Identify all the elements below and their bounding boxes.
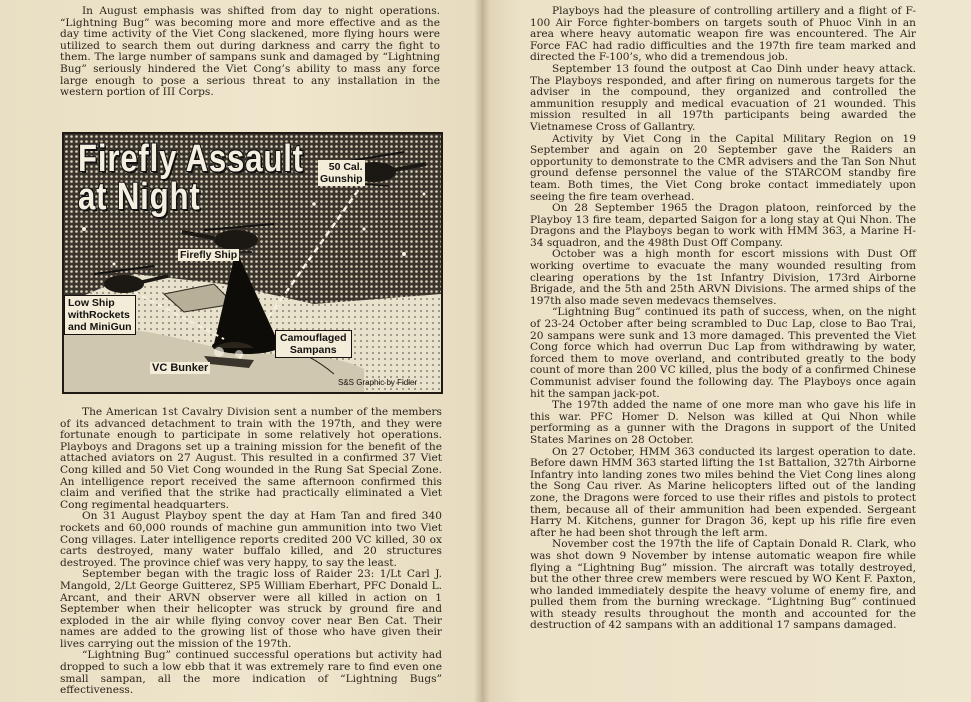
paragraph: Playboys had the pleasure of controlling artillery and a flight of F-100 Air Force fighter-bombers on targets south of Phuoc Vinh in an area where heavy automatic weapon fire was encountered. The Air Force FAC had radio difficulties and the 197th fire team marked and directed the F-100’s, who did a tremendous job.: [530, 5, 916, 64]
paragraph: September 13 found the outpost at Cao Dinh under heavy attack. The Playboys responded, and after firing on numerous targets for the adviser in the compound, they organized and controlled the ammunition resupply and medical evacuation of 21 wounded. This mission resulted in all 197th participants being awarded the Vietnamese Cross of Gallantry.: [530, 62, 916, 133]
paragraph: On 31 August Playboy spent the day at Ham Tan and fired 340 rockets and 60,000 rounds of machine gun ammunition into two Viet Cong villages. Later intelligence reports credited 200 VC killed, 30 ox carts destroyed, many water buffalo killed, and 20 structures destroyed. The province chief was very happy, to say the least.: [60, 510, 442, 569]
firefly-assault-graphic: [62, 132, 443, 394]
label-low-ship-line-3: and MiniGun: [68, 321, 132, 333]
paragraph: On 28 September 1965 the Dragon platoon, reinforced by the Playboy 13 fire team, departed Saigon for a long stay at Qui Nhon. The Dragons and the Playboys began to work with HMM 363, a Marine H-34 squadron, and the 498th Dust Off Company.: [530, 202, 916, 249]
paragraph: The 197th added the name of one more man who gave his life in this war. PFC Homer D. Nelson was killed at Qui Nhon while performing as a gunner with the Dragons in support of the United States Marines on 28 October.: [530, 399, 916, 446]
paragraph: November cost the 197th the life of Captain Donald R. Clark, who was shot down 9 November by intense automatic weapon fire while flying a “Lightning Bug” mission. The aircraft was totally destroyed, but the other three crew members were rescued by WO Kent F. Paxton, who landed immediately despite the heavy volume of enemy fire, and pulled them from the burning wreckage. “Lightning Bug” continued with steady results throughout the month and accounted for the destruction of 42 sampans with an additional 17 sampans damaged.: [530, 538, 916, 632]
label-gunship-line-2: Gunship: [320, 173, 363, 185]
label-camouflaged-sampans: [275, 330, 352, 358]
right-column: [530, 6, 916, 632]
left-column-bottom: [60, 407, 442, 697]
label-sampans-line-2: Sampans: [289, 344, 337, 356]
label-low-ship-line-2: withRockets: [68, 309, 130, 321]
paragraph: On 27 October, HMM 363 conducted its largest operation to date. Before dawn HMM 363 started lifting the 1st Battalion, 327th Airborne Infantry into landing zones two miles behind the Viet Cong lines along the Song Cau river. As Marine helicopters lifted out of the landing zone, the Dragons were forced to use their rifles and pistols to protect them, because all of their ammunition had been expended. Sergeant Harry M. Kitchens, gunner for Dragon 36, kept up his rifle fire even after he had been shot through the left arm.: [530, 445, 916, 539]
label-firefly-ship: Firefly Ship: [180, 249, 238, 261]
label-vc-bunker: VC Bunker: [152, 362, 209, 374]
label-gunship-line-1: 50 Cal.: [328, 161, 363, 173]
graphic-credit: S&S Graphic by Fidler: [338, 378, 418, 387]
label-low-ship: [64, 295, 136, 335]
book-gutter: [474, 0, 490, 702]
left-column-top: [60, 6, 440, 99]
paragraph: September began with the tragic loss of Raider 23: 1/Lt Carl J. Mangold, 2/Lt George Guitterez, SP5 William Eberhart, PFC Donald L. Arcant, and their ARVN observer were all killed in action on 1 September when their helicopter was struck by ground fire and exploded in the air while flying convoy cover near Ben Cat. Their names are added to the growing list of those who have given their lives carrying out the mission of the 197th.: [60, 568, 442, 650]
paragraph: Activity by Viet Cong in the Capital Military Region on 19 September and again on 20 September gave the Raiders an opportunity to demonstrate to the CMR advisers and the Tan Son Nhut ground defense personnel the value of the STARCOM standby fire team. Both times, the Viet Cong broke contact immediately upon seeing the fire team overhead.: [530, 132, 916, 203]
paragraph: In August emphasis was shifted from day to night operations. “Lightning Bug” was becoming more and more effective and as the day time activity of the Viet Cong slackened, more flying hours were utilized to search them out during darkness and carry the fight to them. The large number of sampans sunk and damaged by “Lightning Bug” seriously hindered the Viet Cong’s ability to mass any force large enough to pose a serious threat to any installation in the western portion of III Corps.: [60, 5, 440, 99]
paragraph: October was a high month for escort missions with Dust Off working overtime to evacuate the many wounded resulting from clearing operations by the 1st Infantry Division, 173rd Airborne Brigade, and the 5th and 25th ARVN Divisions. The armed ships of the 197th also made seven medevacs themselves.: [530, 248, 916, 307]
label-sampans-line-1: Camouflaged: [280, 332, 347, 344]
label-low-ship-line-1: Low Ship: [68, 297, 115, 309]
graphic-title-line-1: Firefly Assault: [78, 138, 304, 180]
paragraph: The American 1st Cavalry Division sent a number of the members of its advanced detachment to train with the 197th, and they were fortunate enough to participate in some relatively hot operations. Playboys and Dragons set up a training mission for the benefit of the attached aviators on 27 August. This resulted in a confirmed 37 Viet Cong killed and 50 Viet Cong wounded in the Rung Sat Special Zone. An intelligence report received the same afternoon confirmed this claim and verified that the strike had practically eliminated a Viet Cong regimental headquarters.: [60, 406, 442, 511]
paragraph: “Lightning Bug” continued successful operations but activity had dropped to such a low ebb that it was extremely rare to find even one small sampan, all the more indication of “Lightning Bugs” effectiveness.: [60, 649, 442, 697]
graphic-title-line-2: at Night: [78, 176, 201, 218]
label-gunship: [318, 160, 365, 186]
graphic-title: [78, 140, 304, 216]
paragraph: “Lightning Bug” continued its path of success, when, on the night of 23-24 October after being scrambled to Duc Lap, close to Bao Trai, 20 sampans were sunk and 13 more damaged. This prevented the Viet Cong force which had overrun Duc Lap from withdrawing by water, forced them to move overland, and contributed greatly to the body count of more than 200 VC killed, plus the body of a confirmed Chinese Communist adviser found the following day. The Playboys once again hit the sampan jack-pot.: [530, 306, 916, 400]
